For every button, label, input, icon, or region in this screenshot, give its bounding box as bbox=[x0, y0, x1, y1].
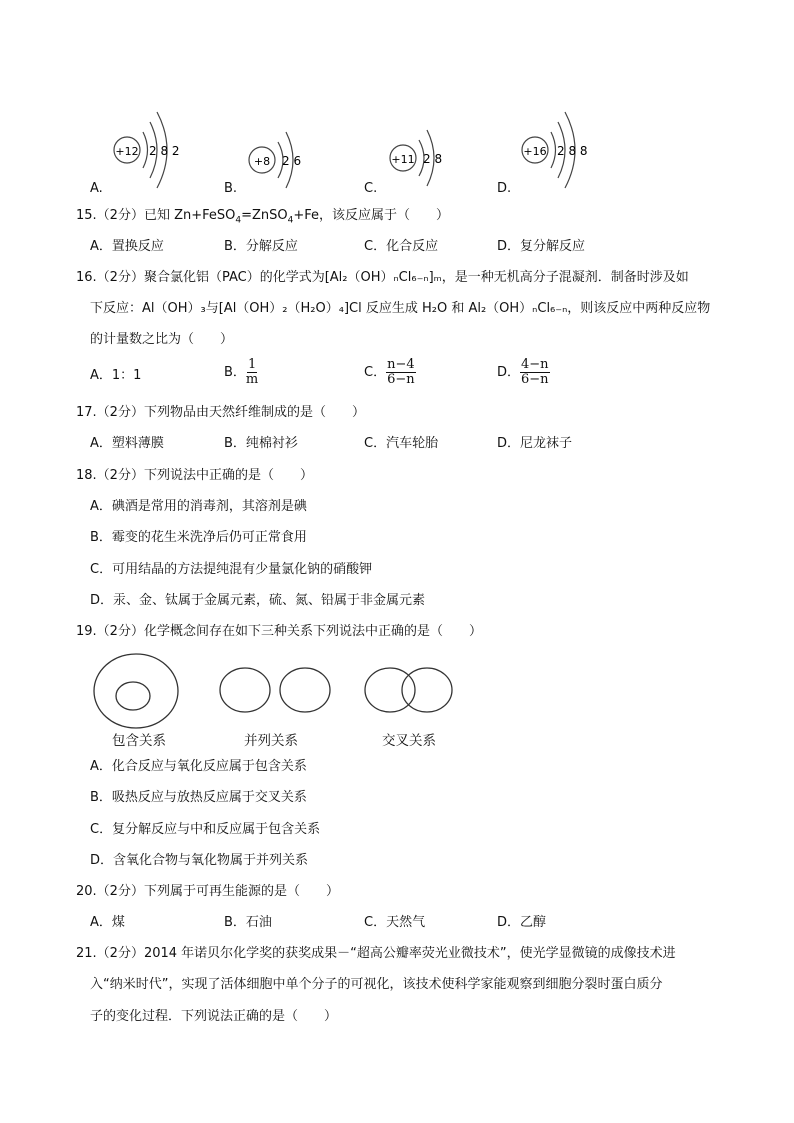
q19-option-a: A．化合反应与氧化反应属于包含关系 bbox=[90, 759, 307, 774]
q16-option-d-fraction: $\frac{4-n}{6-n}$ bbox=[521, 357, 549, 387]
q16-option-a: A．1：1 bbox=[90, 368, 142, 383]
q17-option-c: C．汽车轮胎 bbox=[364, 436, 439, 451]
q16-stem-line3: 的计量数之比为（ ） bbox=[90, 332, 234, 347]
q18-option-b: B．霉变的花生米洗净后仍可正常食用 bbox=[90, 530, 307, 545]
q16-option-c-label: C． bbox=[364, 365, 387, 380]
q16-option-c bbox=[364, 358, 416, 387]
svg-text:2 6: 2 6 bbox=[282, 154, 302, 168]
q16-option-d-label: D． bbox=[497, 365, 521, 380]
atom-diagram-d bbox=[522, 112, 588, 188]
intersection-relationship-diagram bbox=[365, 668, 452, 712]
q16-option-b-fraction: $\frac{1}{m}$ bbox=[245, 357, 259, 387]
q16-stem-line1: 16.（2分）聚合氯化铝（PAC）的化学式为[Al₂（OH）ₙCl₆₋ₙ]ₘ，是一种无机高分子混凝剂．制备时涉及如 bbox=[76, 270, 689, 285]
intersection-relationship-label: 交叉关系 bbox=[382, 733, 436, 749]
svg-text:+11: +11 bbox=[391, 153, 415, 166]
q21-stem-line1: 21.（2分）2014 年诺贝尔化学奖的获奖成果－“超高公瓣率荧光业微技术”，使光学显微镜的成像技术进 bbox=[76, 946, 676, 961]
q16-stem-line2: 下反应：Al（OH）₃与[Al（OH）₂（H₂O）₄]Cl 反应生成 H₂O 和 Al₂（OH）ₙCl₆₋ₙ，则该反应中两种反应物 bbox=[90, 301, 711, 316]
svg-text:2 8 8: 2 8 8 bbox=[557, 144, 588, 158]
q18-option-d: D．汞、金、钛属于金属元素，硫、氮、铅属于非金属元素 bbox=[90, 593, 426, 608]
atom-diagram-a bbox=[114, 112, 180, 188]
q14-atom-diagrams bbox=[0, 0, 794, 200]
q16-option-b bbox=[224, 358, 258, 387]
q15-option-a: A．置换反应 bbox=[90, 239, 164, 254]
svg-text:+16: +16 bbox=[523, 145, 547, 158]
q20-option-d: D．乙醇 bbox=[497, 915, 547, 930]
svg-text:2 8: 2 8 bbox=[423, 152, 443, 166]
q14-option-d-label: D. bbox=[497, 181, 512, 196]
svg-text:+12: +12 bbox=[115, 145, 139, 158]
q17-option-d: D．尼龙袜子 bbox=[497, 436, 573, 451]
q14-option-a-label: A. bbox=[90, 181, 103, 196]
q20-stem: 20.（2分）下列属于可再生能源的是（ ） bbox=[76, 884, 339, 899]
inclusion-relationship-diagram bbox=[94, 654, 178, 728]
atom-diagram-b bbox=[249, 132, 301, 188]
q14-option-c-label: C. bbox=[364, 181, 378, 196]
atom-diagram-c bbox=[390, 130, 442, 186]
q19-option-b: B．吸热反应与放热反应属于交叉关系 bbox=[90, 790, 307, 805]
q18-option-a: A．碘酒是常用的消毒剂，其溶剂是碘 bbox=[90, 499, 307, 514]
q19-option-d: D．含氧化合物与氧化物属于并列关系 bbox=[90, 853, 309, 868]
svg-text:+8: +8 bbox=[253, 155, 271, 168]
q18-option-c: C．可用结晶的方法提纯混有少量氯化钠的硝酸钾 bbox=[90, 562, 373, 577]
q14-option-b-label: B. bbox=[224, 181, 238, 196]
svg-text:2 8 2: 2 8 2 bbox=[149, 144, 180, 158]
q21-stem-line3: 子的变化过程．下列说法正确的是（ ） bbox=[90, 1009, 338, 1024]
q19-option-c: C．复分解反应与中和反应属于包含关系 bbox=[90, 822, 321, 837]
q15-option-b: B．分解反应 bbox=[224, 239, 298, 254]
q19-stem: 19.（2分）化学概念间存在如下三种关系下列说法中正确的是（ ） bbox=[76, 624, 482, 639]
q17-stem: 17.（2分）下列物品由天然纤维制成的是（ ） bbox=[76, 405, 365, 420]
q15-stem: 15.（2分）已知 Zn+FeSO$_4$=ZnSO$_4$+Fe，该反应属于（ ） bbox=[76, 208, 450, 226]
q16-option-b-label: B． bbox=[224, 365, 246, 380]
q16-option-d bbox=[497, 358, 550, 387]
q16-option-c-fraction: $\frac{n-4}{6-n}$ bbox=[387, 357, 415, 387]
q20-option-a: A．煤 bbox=[90, 915, 125, 930]
q15-option-c: C．化合反应 bbox=[364, 239, 439, 254]
q18-stem: 18.（2分）下列说法中正确的是（ ） bbox=[76, 468, 313, 483]
parallel-relationship-label: 并列关系 bbox=[244, 733, 298, 749]
q17-option-a: A．塑料薄膜 bbox=[90, 436, 164, 451]
q20-option-b: B．石油 bbox=[224, 915, 272, 930]
inclusion-relationship-label: 包含关系 bbox=[112, 733, 166, 749]
q21-stem-line2: 入“纳米时代”，实现了活体细胞中单个分子的可视化，该技术使科学家能观察到细胞分裂时蛋白质分 bbox=[90, 977, 663, 992]
q20-option-c: C．天然气 bbox=[364, 915, 426, 930]
q17-option-b: B．纯棉衬衫 bbox=[224, 436, 298, 451]
parallel-relationship-diagram bbox=[220, 668, 330, 712]
q15-option-d: D．复分解反应 bbox=[497, 239, 586, 254]
